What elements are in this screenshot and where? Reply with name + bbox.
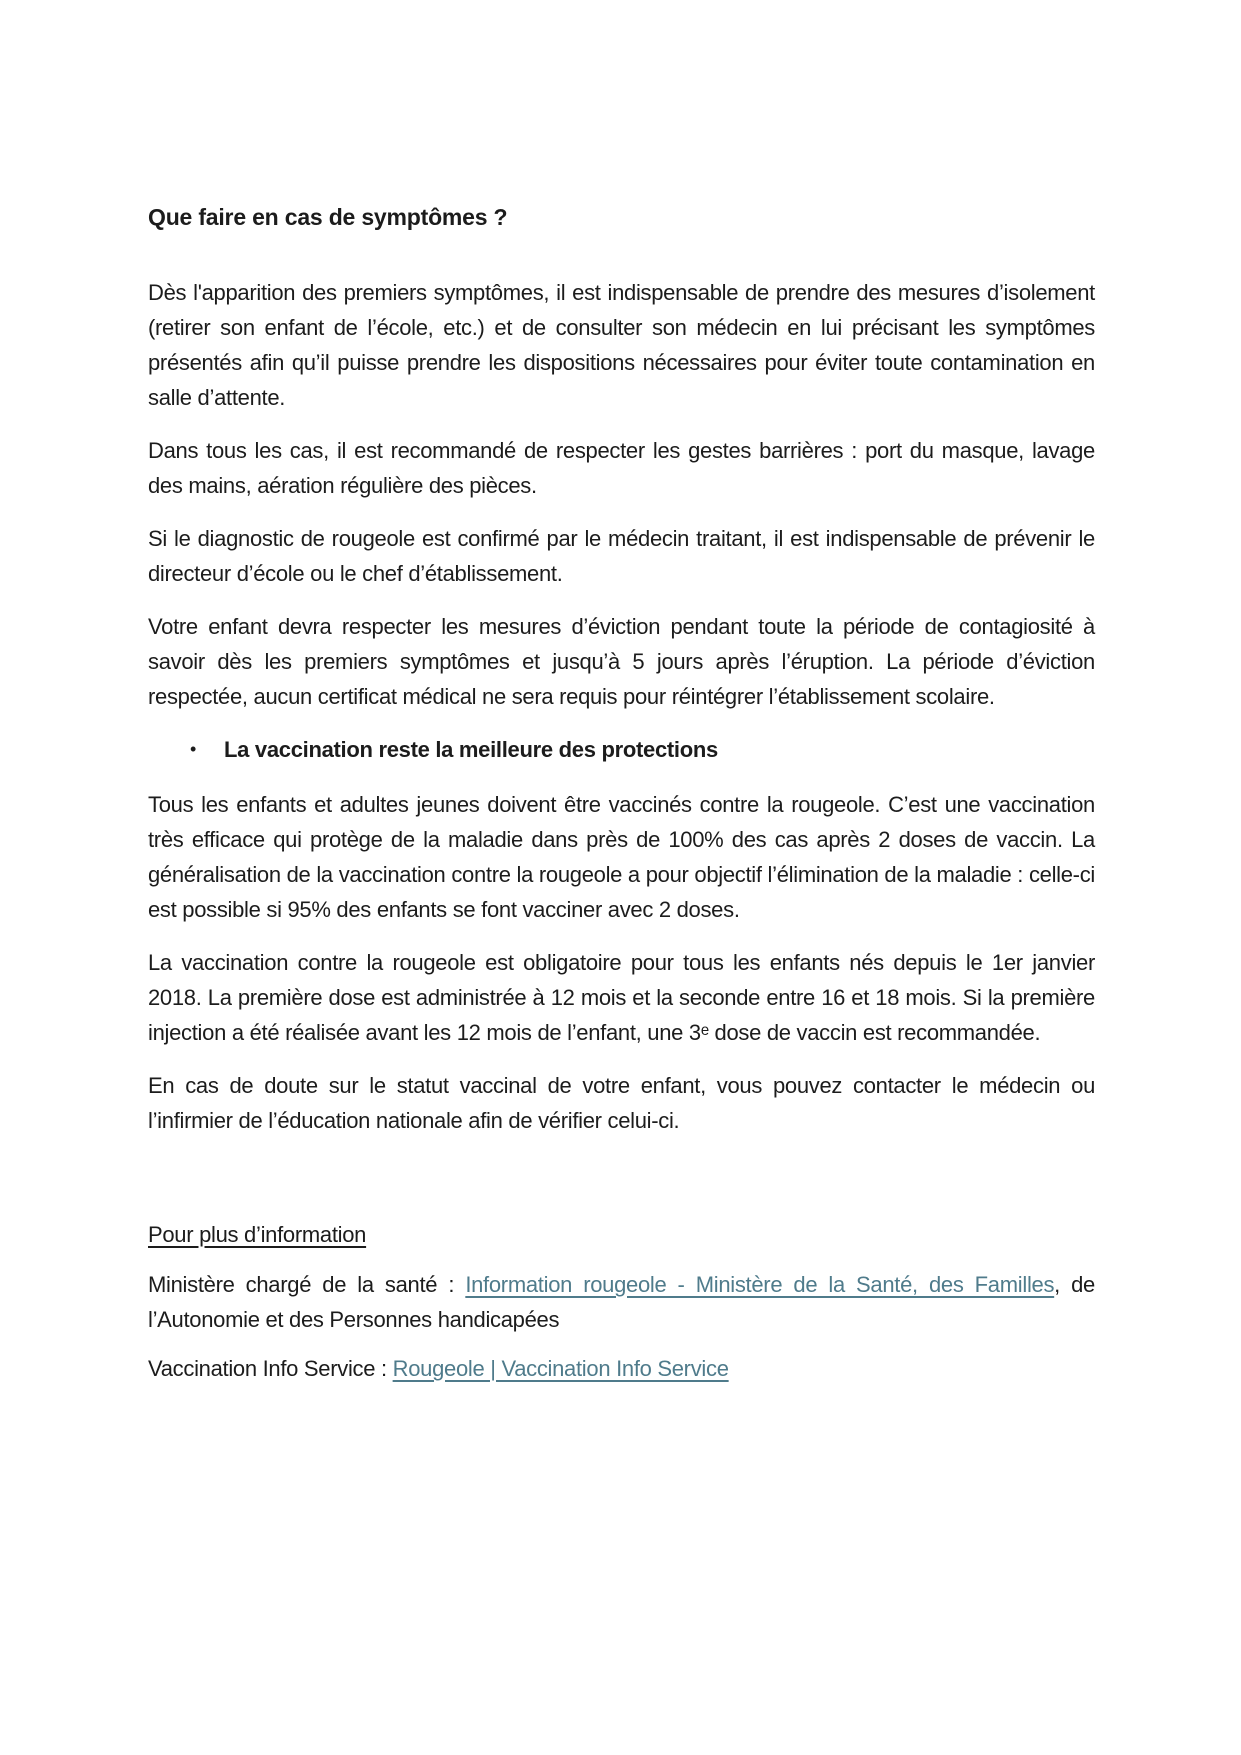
info-line-suffix: , de l’Autonomie et des Personnes handicapées [148,1272,1095,1332]
info-line-vaccination-info-service [148,1351,1095,1386]
page-title: Que faire en cas de symptômes ? [148,204,508,230]
body-paragraph-vaccination-efficace: Tous les enfants et adultes jeunes doivent être vaccinés contre la rougeole. C’est une vaccination très efficace qui protège de la maladie dans près de 100% des cas après 2 doses de vaccin. La généralisation de la vaccination contre la rougeole a pour objectif l’élimination de la maladie : celle-ci est possible si 95% des enfants se font vacciner avec 2 doses. [148,792,1095,922]
info-line-prefix: Vaccination Info Service : [148,1356,393,1381]
body-paragraph-doute-statut-vaccinal: En cas de doute sur le statut vaccinal de votre enfant, vous pouvez contacter le médecin ou l’infirmier de l’éducation nationale afin de vérifier celui-ci. [148,1073,1095,1133]
bullet-item-label: La vaccination reste la meilleure des protections [224,737,718,762]
bullet-list-item [148,732,1095,767]
body-paragraph-vaccination-obligatoire: La vaccination contre la rougeole est obligatoire pour tous les enfants nés depuis le 1er janvier 2018. La première dose est administrée à 12 mois et la seconde entre 16 et 18 mois. Si la première injection a été réalisée avant les 12 mois de l’enfant, une 3ᵉ dose de vaccin est recommandée. [148,950,1095,1045]
info-line-prefix: Ministère chargé de la santé : [148,1272,466,1297]
body-paragraph-gestes-barrieres: Dans tous les cas, il est recommandé de respecter les gestes barrières : port du masque, lavage des mains, aération régulière des pièces. [148,438,1095,498]
body-paragraph-diagnostic-confirme: Si le diagnostic de rougeole est confirmé par le médecin traitant, il est indispensable de prévenir le directeur d’école ou le chef d’établissement. [148,526,1095,586]
info-line-ministere [148,1267,1095,1337]
bullet-icon: • [190,739,197,759]
link-information-rougeole-ministere[interactable]: Information rougeole - Ministère de la Santé, des Familles [465,1272,1055,1297]
link-rougeole-vaccination-info-service[interactable]: Rougeole | Vaccination Info Service [392,1356,729,1381]
info-section-title: Pour plus d’information [148,1222,367,1247]
body-paragraph-symptom-measures: Dès l'apparition des premiers symptômes, il est indispensable de prendre des mesures d’isolement (retirer son enfant de l’école, etc.) et de consulter son médecin en lui précisant les symptômes présentés afin qu’il puisse prendre les dispositions nécessaires pour éviter toute contamination en salle d’attente. [148,280,1095,410]
body-paragraph-mesures-eviction: Votre enfant devra respecter les mesures d’éviction pendant toute la période de contagiosité à savoir dès les premiers symptômes et jusqu’à 5 jours après l’éruption. La période d’éviction respectée, aucun certificat médical ne sera requis pour réintégrer l’établissement scolaire. [148,614,1095,709]
